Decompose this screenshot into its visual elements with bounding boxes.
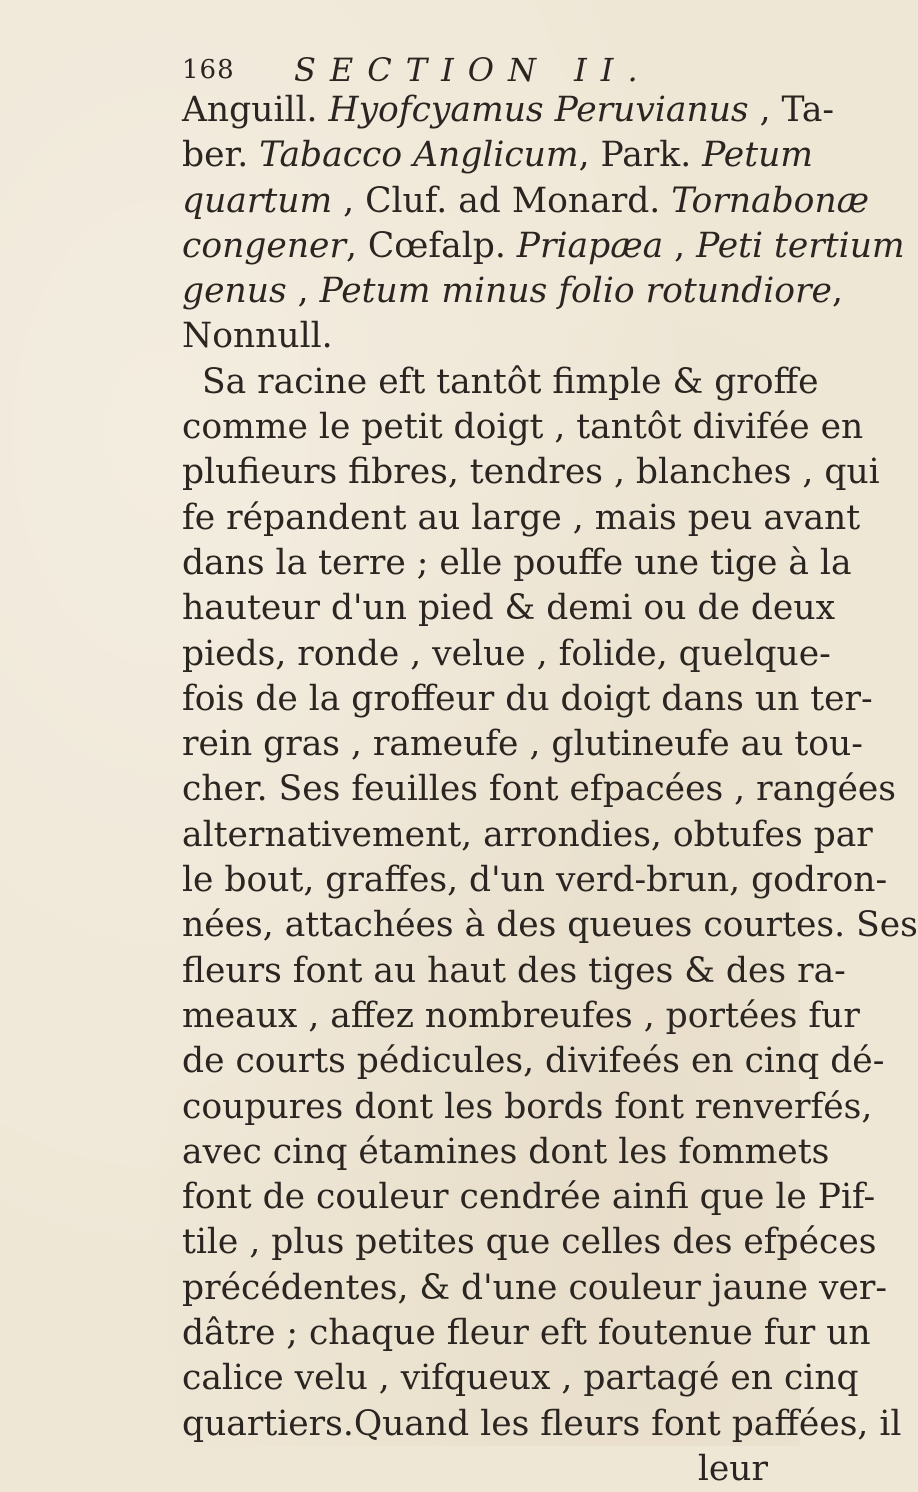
text-run: coupures dont les bords font renverfés, [182,1086,873,1127]
text-line [182,314,782,359]
text-run: fe répandent au large , mais peu avant [182,497,861,538]
text-line [182,858,888,903]
text-line [182,1402,902,1447]
italic-text-run: Petum [702,135,814,176]
text-line [182,133,814,178]
running-head: SECTION II. [294,51,652,89]
page-number: 168 [182,55,235,85]
text-line [182,1130,830,1175]
text-run: , [663,225,697,266]
text-run: Anguill. [182,90,329,130]
text-line [182,1175,876,1220]
text-line [182,88,835,133]
text-run: le bout, graffes, d'un verd-brun, godron- [182,860,888,901]
body-text [182,88,918,1492]
text-line [182,269,843,314]
catchword: leur [697,1448,768,1489]
italic-text-run: genus [182,271,287,312]
text-run: calice velu , vifqueux , partagé en cinq [182,1358,859,1399]
text-run: de courts pédicules, divifeés en cinq dé- [182,1041,885,1082]
text-run: fois de la groffeur du doigt dans un ter- [182,678,873,719]
text-line [182,1311,871,1356]
text-run: Sa racine eft tantôt fimple & groffe [202,361,819,402]
text-line [182,1266,888,1311]
text-line [182,1039,885,1084]
text-run: meaux , affez nombreufes , portées fur [182,995,860,1036]
text-line [182,632,831,677]
text-run: dans la terre ; elle pouffe une tige à la [182,542,852,583]
italic-text-run: quartum [182,180,333,221]
text-line [182,1085,873,1130]
text-run: quartiers.Quand les fleurs font paffées, il [182,1403,902,1444]
text-line [182,1220,877,1265]
text-run: Nonnull. [182,316,333,357]
italic-text-run: Petum minus folio rotundiore [319,271,832,312]
italic-text-run: Peti tertium [696,225,905,266]
text-run: , Ta- [748,90,835,130]
text-run: tile , plus petites que celles des efpéces [182,1222,877,1263]
text-line [182,360,819,405]
text-line [182,949,846,994]
text-run: hauteur d'un pied & demi ou de deux [182,588,836,629]
text-run: cher. Ses feuilles font efpacées , rangées [182,769,897,810]
text-run: fleurs font au haut des tiges & des ra- [182,950,846,991]
text-run: pieds, ronde , velue , folide, quelque- [182,633,831,674]
text-line [182,813,873,858]
text-line [182,224,905,269]
text-run: font de couleur cendrée ainfi que le Pif- [182,1177,876,1218]
text-run: , [286,271,320,312]
text-run: nées, attachées à des queues courtes. Ses [182,905,918,946]
text-run: , Park. [578,135,703,176]
text-line [182,586,836,631]
text-line [182,405,864,450]
text-line [182,1356,859,1401]
italic-text-run: Tornabonæ [671,180,870,221]
italic-text-run: Priapæa [516,225,664,266]
italic-text-run: congener [182,225,346,266]
text-line [182,496,861,541]
italic-text-run: Hyofcyamus Peruvianus [328,90,749,130]
text-line [182,179,870,224]
text-run: avec cinq étamines dont les fommets [182,1131,830,1172]
text-run: , Cœfalp. [345,225,517,266]
text-run: dâtre ; chaque fleur eft foutenue fur un [182,1313,871,1354]
text-line [182,722,863,767]
text-run: comme le petit doigt , tantôt divifée en [182,407,864,448]
page-header [182,48,742,92]
text-run: plufieurs fibres, tendres , blanches , qui [182,452,880,493]
text-run: ber. [182,135,260,176]
text-run: , [831,271,843,312]
text-line [182,994,860,1039]
text-line [182,767,897,812]
text-line [182,903,918,948]
text-line [182,541,852,586]
text-run: rein gras , rameufe , glutineufe au tou- [182,724,863,765]
text-line [182,677,873,722]
text-run: alternativement, arrondies, obtufes par [182,814,873,855]
text-run: , Cluf. ad Monard. [332,180,672,221]
text-line [182,450,880,495]
italic-text-run: Tabacco Anglicum [259,135,579,176]
text-run: précédentes, & d'une couleur jaune ver- [182,1267,888,1308]
